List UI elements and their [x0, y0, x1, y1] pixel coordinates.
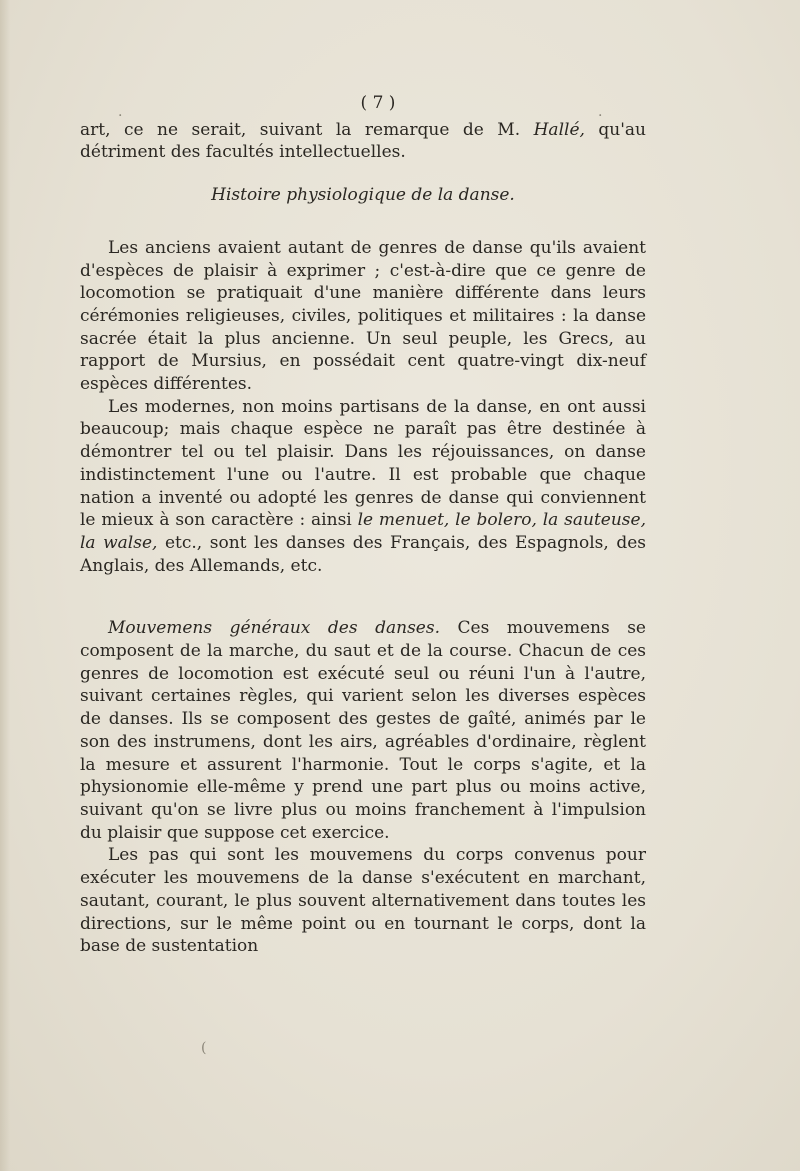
section-heading: Histoire physiologique de la danse.: [211, 185, 515, 206]
page-number: ( 7 ): [360, 93, 396, 113]
paragraph: Les modernes, non moins partisans de la danse, en ont aussi beaucoup; mais chaque espèce ne paraît pas être destinée à démontrer tel ou tel plaisir. Dans les réjouissances, on danse indistinctement l'une ou l'autre. Il est probable que chaque nation a inventé ou adopté les genres de danse qui conviennent le mieux à son caractère : ainsi le menuet, le bolero, la sauteuse, la walse, etc., sont les danses des Français, des Espagnols, des Anglais, des Allemands, etc.: [80, 396, 646, 576]
author-name: Hallé,: [533, 119, 585, 140]
dance-names: le menuet, le bolero, la sauteuse, la walse,: [80, 510, 646, 553]
speck: .: [118, 104, 123, 120]
paragraph: Les anciens avaient autant de genres de danse qu'ils avaient d'espèces de plaisir à exprimer ; c'est-à-dire que ce genre de locomotion se pratiquait d'une manière différente dans leurs cérémonies religieuses, civiles, politiques et militaires : la danse sacrée était la plus ancienne. Un seul peuple, les Grecs, au rapport de Mursius, en possédait cent quatre-vingt dix-neuf espèces différentes.: [80, 237, 646, 395]
speck: (: [201, 1040, 207, 1056]
speck: .: [598, 104, 603, 120]
paragraph: Les pas qui sont les mouvemens du corps convenus pour exécuter les mouvemens de la danse s'exécutent en marchant, sautant, courant, le plus souvent alternativement dans toutes les directions, sur le même point ou en tournant le corps, dont la base de sustentation: [80, 845, 646, 957]
run-in-heading: Mouvemens généraux des danses.: [108, 618, 440, 639]
page-gutter-shadow: [0, 0, 10, 1171]
text-column: [80, 92, 646, 958]
paragraph: Mouvemens généraux des danses. Ces mouvemens se composent de la marche, du saut et de la course. Chacun de ces genres de locomotion est exécuté seul ou réuni l'un à l'autre, suivant certaines règles, qui varient selon les diverses espèces de danses. Ils se composent des gestes de gaîté, animés par le son des instrumens, dont les airs, agréables d'ordinaire, règlent la mesure et assurent l'harmonie. Tout le corps s'agite, et la physionomie elle-même y prend une part plus ou moins active, suivant qu'on se livre plus ou moins franchement à l'impulsion du plaisir que suppose cet exercice.: [80, 618, 646, 843]
section-gap: [80, 577, 646, 617]
paragraph-continued: art, ce ne serait, suivant la remarque de M. Hallé, qu'au détriment des facultés intellectuelles.: [80, 119, 646, 163]
